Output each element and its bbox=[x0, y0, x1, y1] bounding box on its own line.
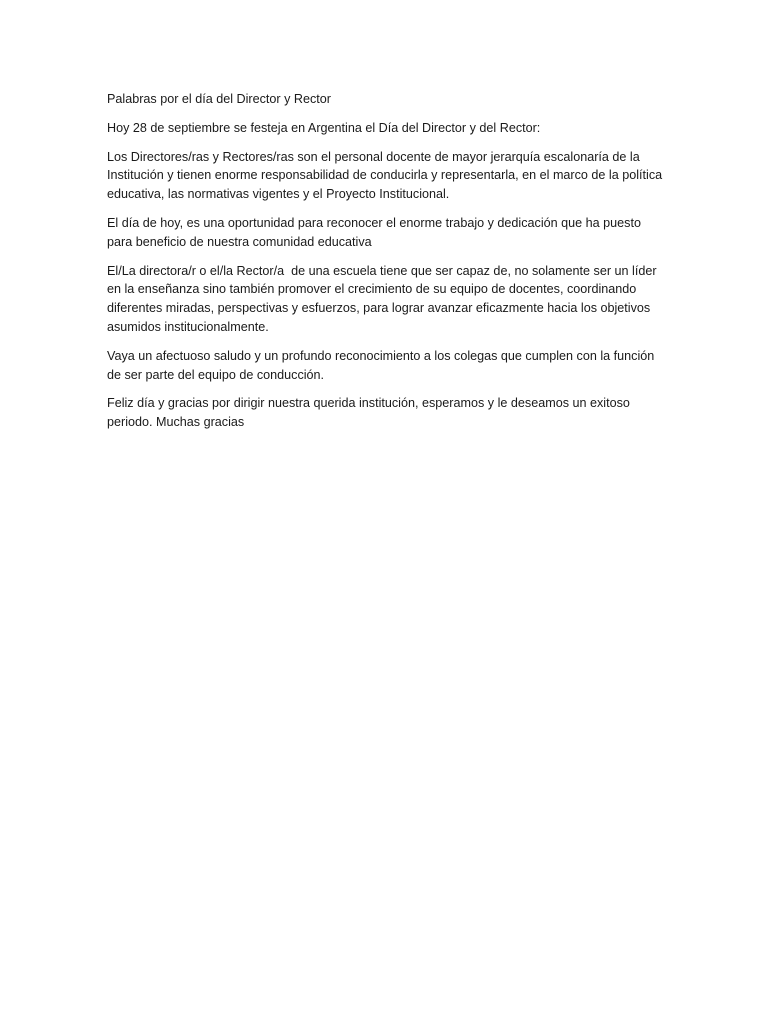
paragraph-leadership: El/La directora/r o el/la Rector/a de una escuela tiene que ser capaz de, no solamente ser un líder en la enseñanza sino también promover el crecimiento de su equipo de docentes, coordinando diferentes miradas, perspectivas y esfuerzos, para lograr avanzar eficazmente hacia los objetivos asumidos institucionalmente. bbox=[107, 263, 661, 334]
paragraph-greeting: Vaya un afectuoso saludo y un profundo reconocimiento a los colegas que cumplen con la función de ser parte del equipo de conducción. bbox=[107, 348, 658, 382]
document-body bbox=[107, 90, 667, 442]
document-title: Palabras por el día del Director y Rector bbox=[107, 92, 331, 106]
paragraph-definition: Los Directores/ras y Rectores/ras son el personal docente de mayor jerarquía escalonaría de la Institución y tienen enorme responsabilidad de conducirla y representarla, en el marco de la política educativa, las normativas vigentes y el Proyecto Institucional. bbox=[107, 149, 666, 202]
paragraph-intro: Hoy 28 de septiembre se festeja en Argentina el Día del Director y del Rector: bbox=[107, 120, 541, 135]
paragraph-closing: Feliz día y gracias por dirigir nuestra querida institución, esperamos y le deseamos un exitoso periodo. Muchas gracias bbox=[107, 396, 634, 430]
paragraph-recognition: El día de hoy, es una oportunidad para reconocer el enorme trabajo y dedicación que ha puesto para beneficio de nuestra comunidad educativa bbox=[107, 215, 645, 249]
